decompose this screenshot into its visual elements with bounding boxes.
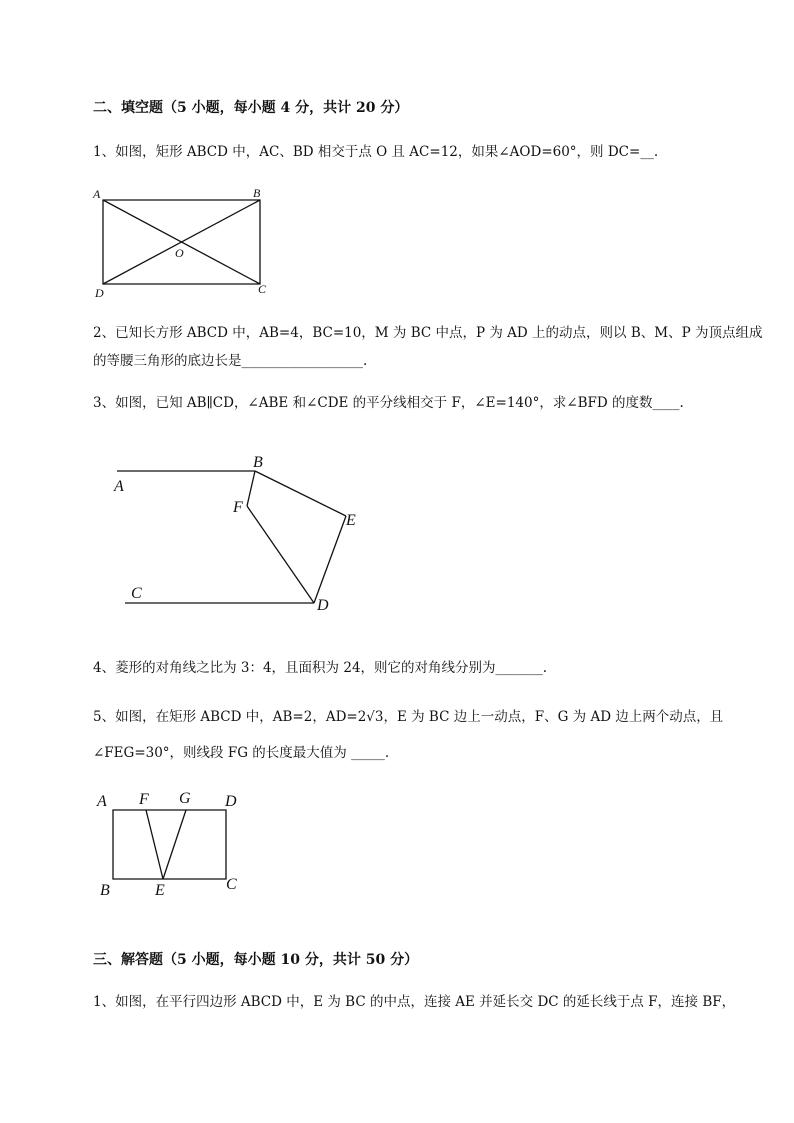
label-c: C (131, 585, 142, 602)
label-f: F (233, 499, 243, 516)
label-c: C (226, 876, 237, 893)
question-1-text: 1、如图，矩形 ABCD 中，AC、BD 相交于点 O 且 AC=12，如果∠AOD=60°，则 DC=__. (93, 144, 659, 160)
label-e: E (155, 882, 165, 899)
question-4-text: 4、菱形的对角线之比为 3：4，且面积为 24，则它的对角线分别为_______. (93, 660, 548, 676)
question-3-text: 3、如图，已知 AB∥CD，∠ABE 和∠CDE 的平分线相交于 F，∠E=140°，求∠BFD 的度数____. (93, 395, 684, 411)
label-b: B (100, 882, 110, 899)
label-d: D (95, 286, 104, 300)
label-g: G (179, 790, 191, 807)
figure-parallel-lines (110, 448, 380, 618)
label-a: A (93, 187, 101, 201)
segment-bf (247, 471, 255, 506)
label-d: D (225, 793, 237, 810)
segment-fd (247, 506, 314, 603)
segment-be (255, 471, 346, 516)
question-5-line1: 5、如图，在矩形 ABCD 中，AB=2，AD=2√3，E 为 BC 边上一动点，F、G 为 AD 边上两个动点，且 (93, 709, 724, 725)
label-o: O (175, 246, 184, 260)
label-b: B (253, 454, 263, 471)
segment-ed (314, 516, 346, 603)
label-a: A (97, 793, 107, 810)
segment-fe (146, 810, 163, 879)
section3-heading: 三、解答题（5 小题，每小题 10 分，共计 50 分） (93, 952, 419, 968)
question-2-line2: 的等腰三角形的底边长是__________________. (93, 353, 368, 369)
section2-heading: 二、填空题（5 小题，每小题 4 分，共计 20 分） (93, 100, 409, 116)
label-f: F (139, 791, 149, 808)
rectangle-outline (113, 810, 226, 879)
section3-question-1-text: 1、如图，在平行四边形 ABCD 中，E 为 BC 的中点，连接 AE 并延长交 DC 的延长线于点 F，连接 BF， (93, 994, 736, 1010)
label-e: E (346, 512, 356, 529)
segment-ge (163, 810, 186, 879)
question-2-line1: 2、已知长方形 ABCD 中，AB=4，BC=10，M 为 BC 中点，P 为 AD 上的动点，则以 B、M、P 为顶点组成 (93, 325, 763, 341)
label-b: B (253, 186, 261, 200)
figure-rectangle-abcd (88, 182, 288, 302)
label-c: C (258, 282, 267, 296)
label-a: A (114, 478, 124, 495)
question-5-line2: ∠FEG=30°，则线段 FG 的长度最大值为 _____. (93, 745, 390, 761)
figure-rectangle-feg (95, 785, 255, 900)
label-d: D (317, 597, 329, 614)
